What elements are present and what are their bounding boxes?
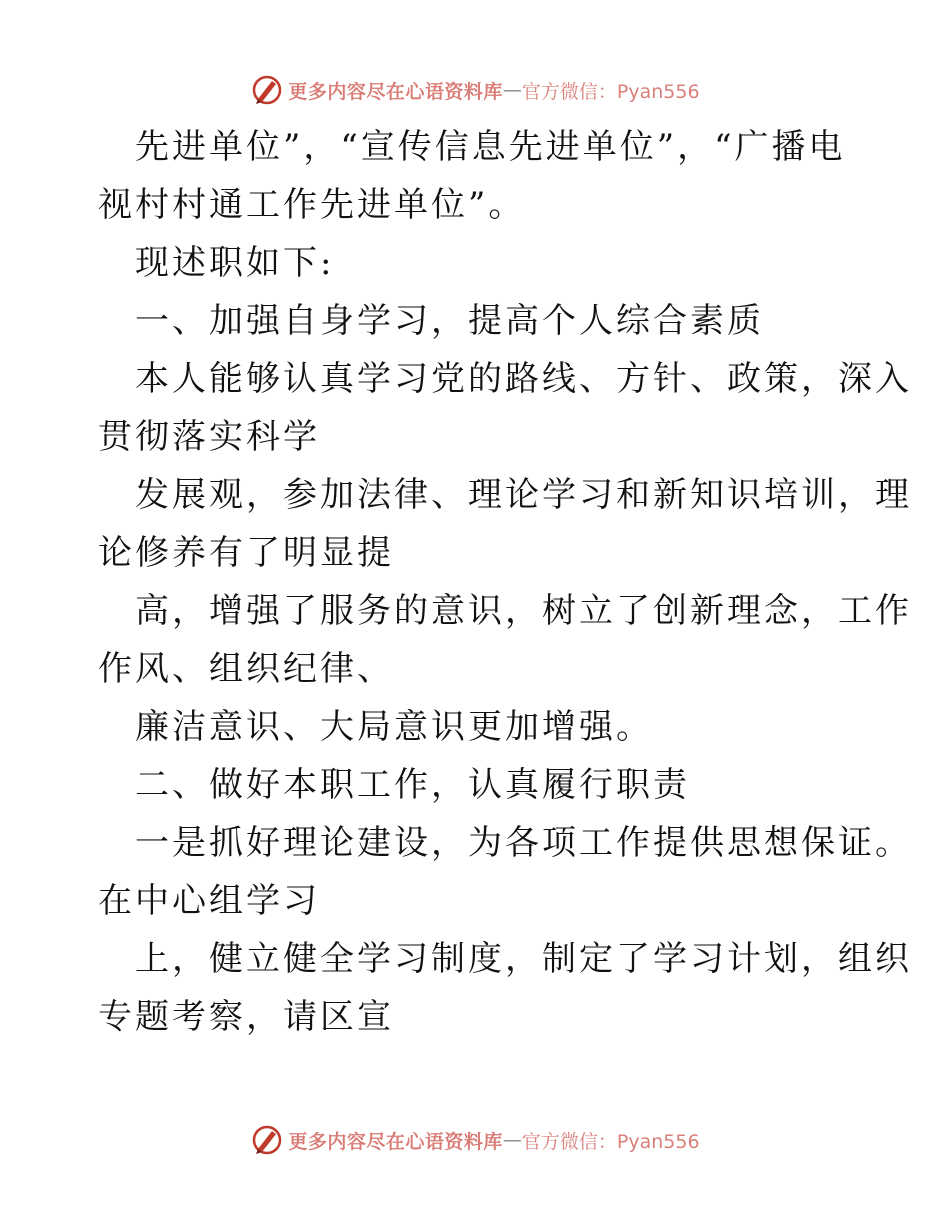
document-body	[98, 118, 912, 1046]
paragraph-line: 本人能够认真学习党的路线、方针、政策，深入	[135, 359, 912, 399]
paragraph-line: 论修养有了明显提	[98, 533, 394, 573]
section-heading: 一、加强自身学习，提高个人综合素质	[135, 301, 764, 341]
paragraph-line: 一是抓好理论建设，为各项工作提供思想保证。	[135, 823, 912, 863]
paragraph-line: 贯彻落实科学	[98, 417, 320, 457]
banner-separator: —	[502, 79, 522, 101]
paragraph-line: 在中心组学习	[98, 881, 320, 921]
paragraph-line: 廉洁意识、大局意识更加增强。	[135, 707, 653, 747]
paragraph-line: 先进单位”，“宣传信息先进单位”，“广播电	[135, 127, 846, 167]
banner-separator: —	[502, 1129, 522, 1151]
banner-title: 更多内容尽在心语资料库	[288, 80, 503, 103]
banner-title: 更多内容尽在心语资料库	[288, 1130, 503, 1153]
paragraph-line: 发展观，参加法律、理论学习和新知识培训，理	[135, 475, 912, 515]
section-heading: 二、做好本职工作，认真履行职责	[135, 765, 690, 805]
paragraph-line: 作风、组织纪律、	[98, 649, 394, 689]
paragraph-line: 视村村通工作先进单位”。	[98, 185, 526, 225]
banner-wechat: 官方微信：Pyan556	[521, 1130, 700, 1153]
banner-wechat: 官方微信：Pyan556	[521, 80, 700, 103]
pen-logo-icon	[250, 1123, 284, 1157]
paragraph-line: 现述职如下:	[135, 243, 335, 283]
paragraph-line: 上，健立健全学习制度，制定了学习计划，组织	[135, 939, 912, 979]
paragraph-line: 专题考察，请区宣	[98, 997, 394, 1037]
paragraph-line: 高，增强了服务的意识，树立了创新理念，工作	[135, 591, 912, 631]
pen-logo-icon	[250, 73, 284, 107]
header-banner	[0, 70, 950, 110]
footer-banner	[0, 1120, 950, 1160]
